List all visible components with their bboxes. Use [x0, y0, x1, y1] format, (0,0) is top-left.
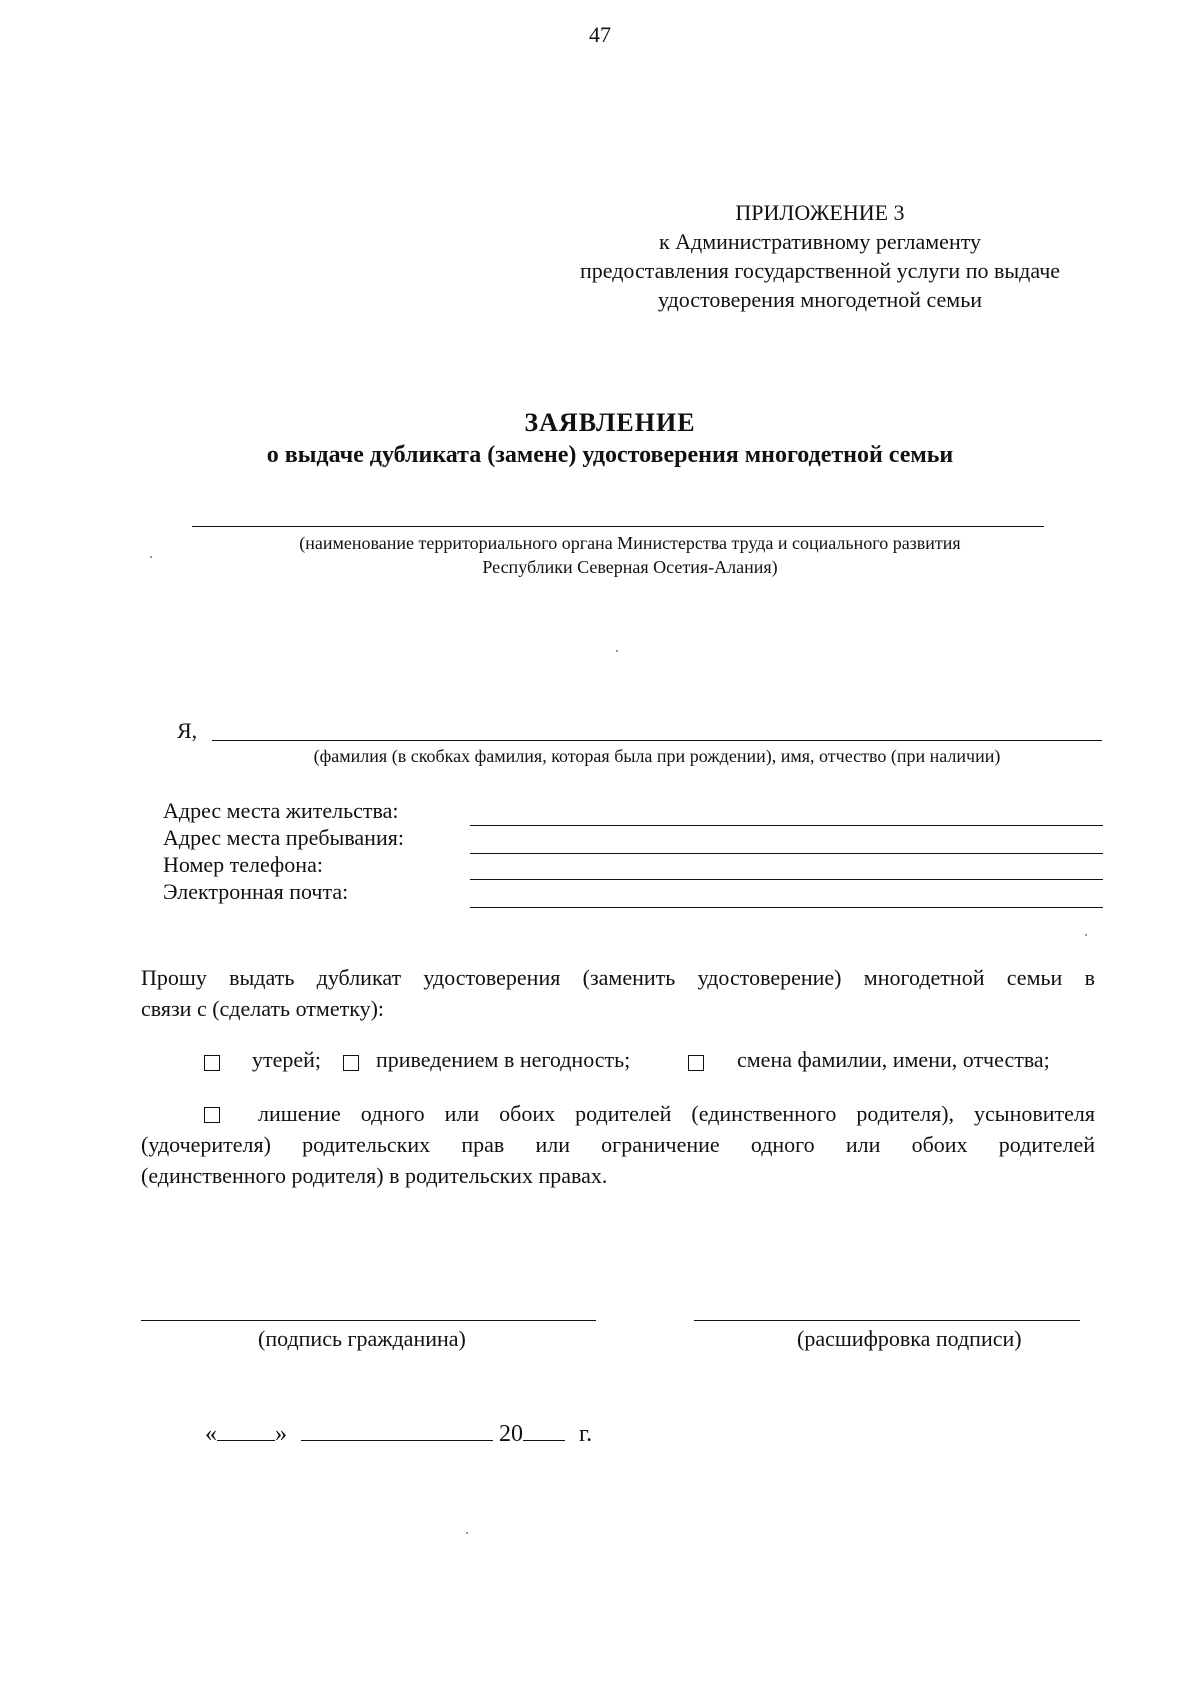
phone-label: Номер телефона: — [163, 852, 323, 877]
day-field[interactable] — [217, 1418, 275, 1441]
email-label: Электронная почта: — [163, 879, 349, 904]
close-quote: » — [275, 1421, 287, 1447]
appendix-line: предоставления государственной услуги по выдаче — [579, 258, 1061, 283]
deprivation-line: лишение одного или обоих родителей (единственного родителя), усыновителя — [258, 1101, 1095, 1126]
loss-label: утерей; — [252, 1047, 322, 1072]
scan-speck — [150, 556, 152, 558]
scan-speck — [466, 1532, 468, 1534]
date-line — [205, 1418, 592, 1448]
decryption-caption: (расшифровка подписи) — [797, 1326, 1022, 1351]
stay-field[interactable] — [470, 853, 1103, 854]
open-quote: « — [205, 1421, 217, 1447]
stay-label: Адрес места пребывания: — [163, 825, 404, 850]
applicant-name-field[interactable] — [212, 740, 1102, 741]
year-prefix: 20 — [499, 1421, 523, 1447]
email-field[interactable] — [470, 907, 1103, 908]
deprivation-line: (единственного родителя) в родительских правах. — [141, 1163, 608, 1188]
authority-hint-line: Республики Северная Осетия-Алания) — [482, 557, 778, 577]
phone-field[interactable] — [470, 879, 1103, 880]
document-title: ЗАЯВЛЕНИЕ — [524, 408, 696, 437]
appendix-block — [540, 198, 1100, 314]
residence-label: Адрес места жительства: — [163, 798, 399, 823]
applicant-prefix: Я, — [177, 718, 198, 743]
scan-speck — [616, 650, 618, 652]
month-field[interactable] — [301, 1418, 493, 1441]
name-change-checkbox[interactable] — [688, 1055, 704, 1071]
appendix-line: к Административному регламенту — [658, 229, 982, 254]
appendix-line: удостоверения многодетной семьи — [657, 287, 983, 312]
residence-field[interactable] — [470, 825, 1103, 826]
applicant-hint: (фамилия (в скобках фамилия, которая была при рождении), имя, отчество (при наличии) — [313, 746, 1001, 766]
authority-field[interactable] — [192, 526, 1044, 527]
document-subtitle: о выдаче дубликата (замене) удостоверения многодетной семьи — [266, 442, 954, 468]
decryption-field[interactable] — [694, 1320, 1080, 1321]
request-line: Прошу выдать дубликат удостоверения (заменить удостоверение) многодетной семьи в — [141, 965, 1095, 990]
scan-speck — [1085, 934, 1087, 936]
signature-caption: (подпись гражданина) — [258, 1326, 466, 1351]
deprivation-line: (удочерителя) родительских прав или ограничение одного или обоих родителей — [141, 1132, 1095, 1157]
loss-checkbox[interactable] — [204, 1055, 220, 1071]
appendix-title: ПРИЛОЖЕНИЕ 3 — [735, 200, 905, 225]
authority-hint — [150, 531, 1110, 579]
request-line: связи с (сделать отметку): — [141, 996, 385, 1021]
options-row — [0, 1047, 1200, 1077]
request-paragraph — [141, 962, 1095, 1024]
authority-hint-line: (наименование территориального органа Министерства труда и социального развития — [299, 533, 961, 553]
deprivation-paragraph — [141, 1098, 1095, 1191]
damage-label: приведением в негодность; — [376, 1047, 631, 1072]
year-suffix: г. — [579, 1421, 593, 1447]
damage-checkbox[interactable] — [343, 1055, 359, 1071]
page-number: 47 — [589, 22, 611, 47]
year-field[interactable] — [523, 1418, 565, 1441]
name-change-label: смена фамилии, имени, отчества; — [737, 1047, 1050, 1072]
signature-field[interactable] — [141, 1320, 596, 1321]
